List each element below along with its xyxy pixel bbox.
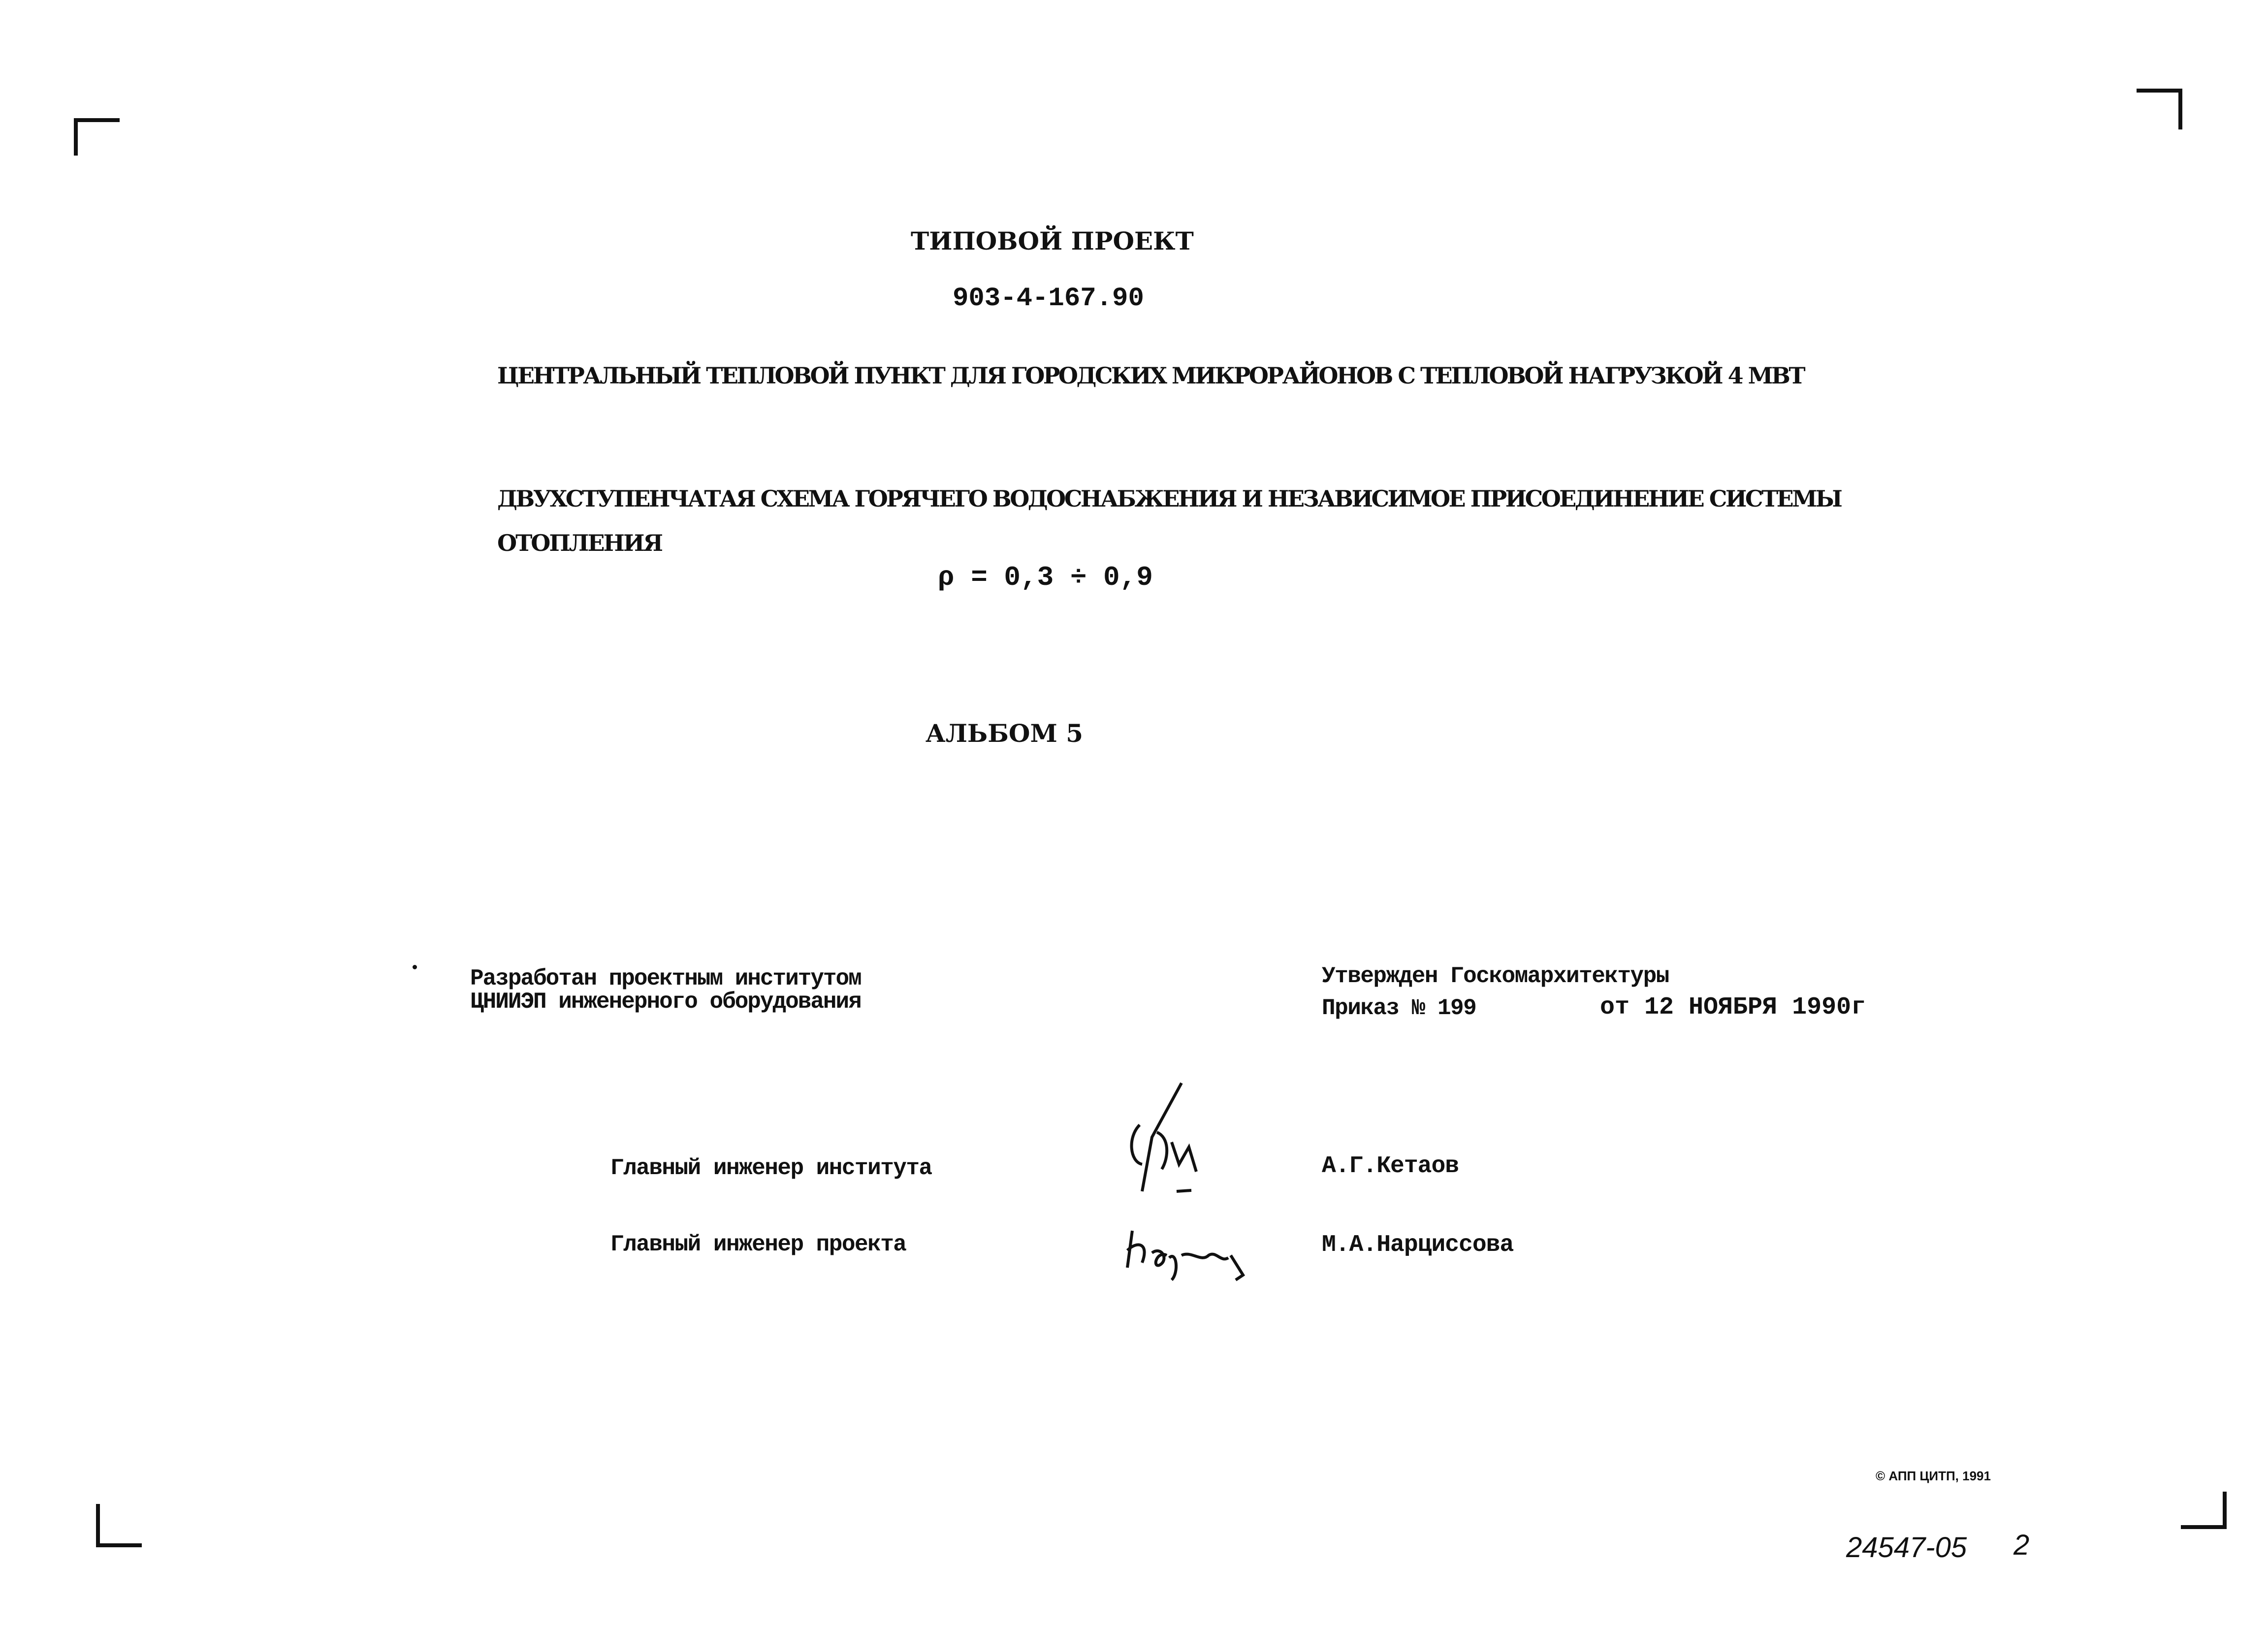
album-number: АЛЬБОМ 5 <box>926 719 1084 748</box>
approval-date: от 12 НОЯБРЯ 1990г <box>1600 993 1866 1021</box>
developer-line-2: ЦНИИЭП инженерного оборудования <box>470 989 861 1015</box>
signature-2 <box>1122 1221 1250 1285</box>
sheet-number: 2 <box>2013 1529 2030 1561</box>
crop-mark-top-right <box>2137 89 2182 129</box>
developer-line-1: Разработан проектным институтом <box>470 966 861 991</box>
document-title: ЦЕНТРАЛЬНЫЙ ТЕПЛОВОЙ ПУНКТ ДЛЯ ГОРОДСКИХ МИКРОРАЙОНОВ С ТЕПЛОВОЙ НАГРУЗКОЙ 4 МВТ <box>497 362 1804 389</box>
density-formula: ρ = 0,3 ÷ 0,9 <box>938 562 1153 593</box>
crop-mark-bottom-left <box>96 1504 142 1547</box>
crop-mark-top-left <box>74 118 120 156</box>
header-label: ТИПОВОЙ ПРОЕКТ <box>911 226 1194 255</box>
subtitle-line-2: ОТОПЛЕНИЯ <box>497 530 662 556</box>
signatory-name-1: А.Г.Кетаов <box>1322 1153 1459 1180</box>
document-number: 24547-05 <box>1846 1532 1967 1564</box>
crop-mark-bottom-right <box>2181 1492 2227 1529</box>
signature-1 <box>1122 1078 1211 1201</box>
signatory-name-2: М.А.Нарциссова <box>1322 1232 1514 1258</box>
project-code: 903-4-167.90 <box>953 284 1144 314</box>
speck <box>413 965 417 969</box>
approval-line-1: Утвержден Госкомархитектуры <box>1322 963 1669 989</box>
subtitle-line-1: ДВУХСТУПЕНЧАТАЯ СХЕМА ГОРЯЧЕГО ВОДОСНАБЖЕНИЯ И НЕЗАВИСИМОЕ ПРИСОЕДИНЕНИЕ СИСТЕМЫ <box>497 485 1841 512</box>
signatory-role-1: Главный инженер института <box>610 1155 932 1181</box>
copyright-mark: © АПП ЦИТП, 1991 <box>1876 1468 1991 1483</box>
signatory-role-2: Главный инженер проекта <box>610 1232 906 1257</box>
approval-order: Приказ № 199 <box>1322 995 1476 1021</box>
